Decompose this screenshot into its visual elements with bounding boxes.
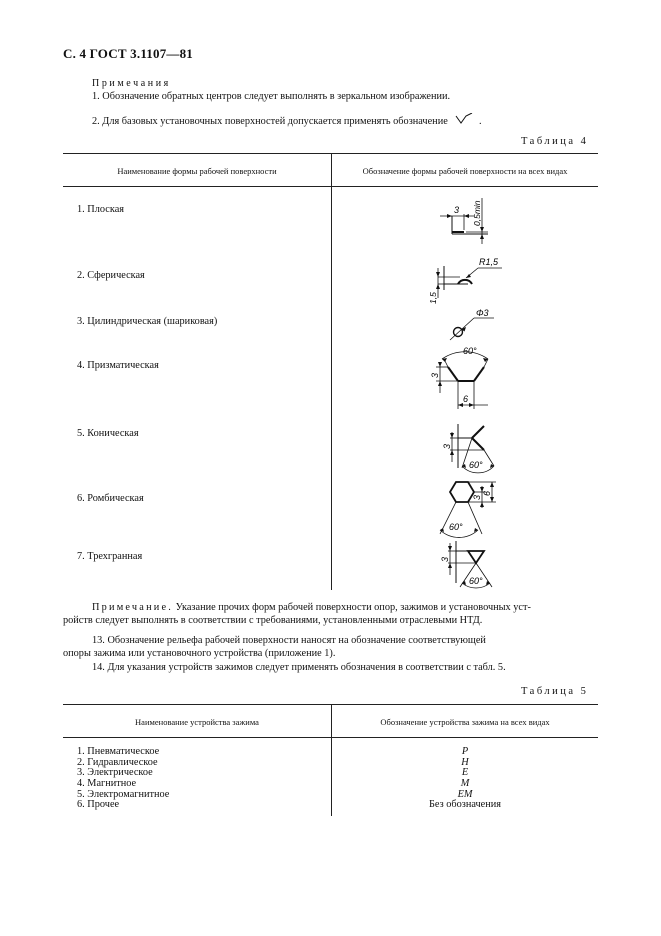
table4-row-1: 1. Плоская (77, 204, 124, 215)
table5-code-5: EM (457, 788, 473, 800)
table5-names (77, 747, 169, 811)
triangular-dim-height: 3 (440, 556, 450, 562)
table5-name-4: 4. Магнитное (77, 778, 137, 790)
paragraph-13-line-1: 13. Обозначение рельефа рабочей поверхности наносят на обозначение соответствующей (92, 635, 486, 646)
prismatic-surface-symbol (430, 345, 502, 411)
table4-column-divider (331, 153, 332, 590)
paragraph-13-line-2: опоры зажима или установочного устройства (приложение 1). (63, 648, 336, 659)
note-1: 1. Обозначение обратных центров следует выполнять в зеркальном изображении. (92, 91, 451, 102)
triangular-dim-angle: 60° (469, 576, 483, 586)
note-after-text: Указание прочих форм рабочей поверхности опор, зажимов и установочных уст- (175, 602, 531, 613)
base-surface-symbol-icon (455, 113, 475, 125)
spherical-surface-symbol (424, 254, 504, 308)
spherical-dim-radius: R1,5 (479, 257, 499, 267)
paragraph-14: 14. Для указания устройств зажимов следует применять обозначения в соответствии с табл. 5. (92, 662, 506, 673)
table4-col1-header: Наименование формы рабочей поверхности (117, 166, 277, 176)
cylindrical-dim-diameter: Φ3 (476, 308, 489, 318)
table4-col2-header: Обозначение формы рабочей поверхности на всех видах (362, 166, 568, 176)
flat-dim-height: 0,5min (472, 200, 482, 226)
notes-title: Примечания (92, 78, 171, 89)
note-after-line-1 (92, 601, 531, 614)
table5-code-3: E (461, 767, 469, 779)
note-2 (92, 113, 482, 128)
table5-name-5: 5. Электромагнитное (77, 788, 170, 800)
flat-surface-symbol (436, 194, 496, 248)
table4-row-7: 7. Трехгранная (77, 551, 143, 562)
cylindrical-surface-symbol (448, 308, 498, 346)
table4-row-4: 4. Призматическая (77, 360, 159, 371)
triangular-surface-symbol (438, 535, 498, 593)
table4-row-6: 6. Ромбическая (77, 493, 144, 504)
table4-row-3: 3. Цилиндрическая (шариковая) (77, 316, 218, 327)
table5-code-6: Без обозначения (428, 799, 502, 811)
table5-codes (332, 747, 598, 811)
table5-name-1: 1. Пневматическое (77, 746, 160, 757)
rhombic-surface-symbol (432, 478, 504, 540)
prismatic-dim-angle: 60° (463, 346, 477, 356)
table5-name-6: 6. Прочее (77, 799, 120, 811)
rhombic-dim-angle: 60° (449, 522, 463, 532)
table5-code-2: H (461, 756, 469, 768)
rhombic-dim-height-1: 3 (472, 494, 482, 500)
table5-col1-header: Наименование устройства зажима (135, 717, 259, 727)
page-header: С. 4 ГОСТ 3.1107—81 (63, 46, 193, 61)
table4-row-2: 2. Сферическая (77, 270, 145, 281)
table5-col2-header: Обозначение устройства зажима на всех видах (380, 717, 550, 727)
table5-code-1: P (461, 746, 469, 757)
table4-label: Таблица 4 (521, 136, 589, 147)
table4-row-5: 5. Коническая (77, 428, 139, 439)
note-after-title: Примечание. (92, 602, 174, 613)
rhombic-dim-height-2: 6 (482, 490, 492, 496)
note-2-period: . (478, 116, 482, 127)
conical-dim-height: 3 (442, 443, 452, 449)
flat-dim-width: 3 (454, 205, 460, 215)
table5-name-2: 2. Гидравлическое (77, 756, 158, 768)
conical-surface-symbol (440, 420, 500, 480)
prismatic-dim-height: 3 (430, 372, 440, 378)
prismatic-dim-width: 6 (463, 394, 469, 404)
conical-dim-angle: 60° (469, 460, 483, 470)
table5-label: Таблица 5 (521, 686, 589, 697)
note-2-text: 2. Для базовых установочных поверхностей допускается применять обозначение (92, 116, 448, 127)
table5-code-4: M (460, 778, 470, 790)
table5-name-3: 3. Электрическое (77, 767, 153, 779)
spherical-dim-height: 1,5 (428, 292, 438, 304)
note-after-line-2: ройств следует выполнять в соответствии с требованиями, установленными отраслевыми НТД. (63, 615, 483, 626)
